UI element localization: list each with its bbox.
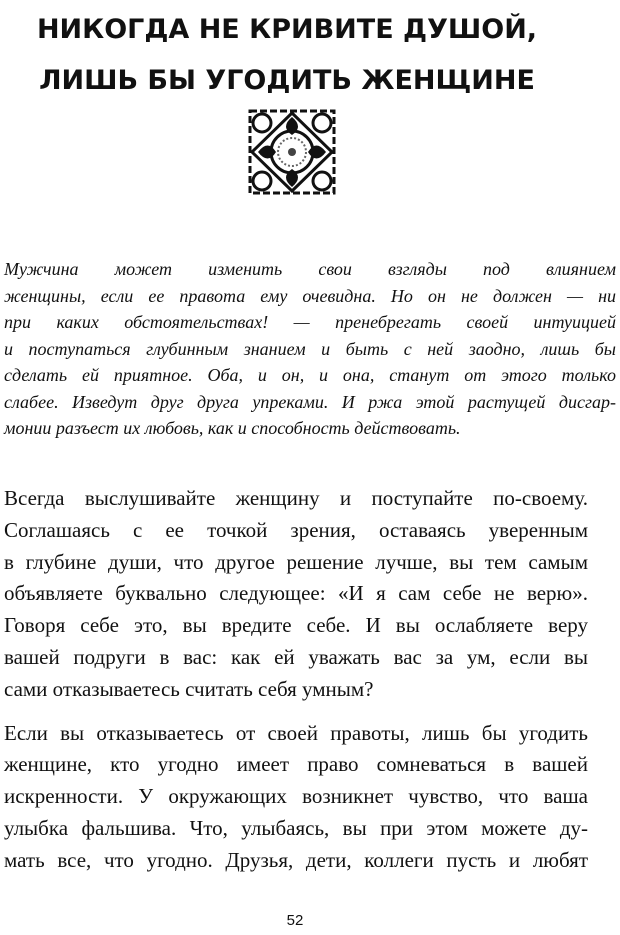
text-line: Соглашаясь с ее точкой зрения, оставаясь уверенным xyxy=(4,517,588,542)
chapter-title xyxy=(0,4,574,106)
paragraph xyxy=(4,718,588,877)
text-line: сами отказываетесь считать себя умным? xyxy=(4,676,374,701)
epigraph xyxy=(4,256,616,442)
epigraph-line: женщины, если ее правота ему очевидна. Но он не должен — ни xyxy=(4,285,616,306)
text-line: мать все, что угодно. Друзья, дети, коллеги пусть и любят xyxy=(4,847,588,872)
epigraph-line: при каких обстоятельствах! — пренебрегать своей интуицией xyxy=(4,312,616,332)
text-line: объявляете буквально следующее: «И я сам себе не верю». xyxy=(4,581,588,606)
text-line: искренности. У окружающих возникнет чувство, что ваша xyxy=(4,784,588,809)
body-text xyxy=(4,483,588,877)
text-line: Всегда выслушивайте женщину и поступайте по-своему. xyxy=(4,486,588,510)
text-line: Если вы отказываетесь от своей правоты, лишь бы угодить xyxy=(4,720,588,745)
text-line: улыбка фальшива. Что, улыбаясь, вы при этом можете ду- xyxy=(4,815,588,840)
ornament-icon xyxy=(246,107,338,197)
text-line: вашей подруги в вас: как ей уважать вас за ум, если вы xyxy=(4,644,588,669)
text-line: Говоря себе это, вы вредите себе. И вы ослабляете веру xyxy=(4,613,588,638)
title-line: НИКОГДА НЕ КРИВИТЕ ДУШОЙ, xyxy=(36,14,538,45)
epigraph-line: и поступаться глубинным знанием и быть с ней заодно, лишь бы xyxy=(4,338,616,359)
title-line: ЛИШЬ БЫ УГОДИТЬ ЖЕНЩИНЕ xyxy=(39,65,535,96)
text-line: женщине, кто угодно имеет право сомневаться в вашей xyxy=(4,752,588,777)
epigraph-line: сделать ей приятное. Оба, и он, и она, станут от этого только xyxy=(4,365,616,385)
page-number: 52 xyxy=(286,912,304,929)
epigraph-line: Мужчина может изменить свои взгляды под влиянием xyxy=(4,259,616,279)
paragraph xyxy=(4,483,588,706)
text-line: в глубине души, что другое решение лучше, вы тем самым xyxy=(4,549,588,574)
epigraph-line: монии разъест их любовь, как и способность действовать. xyxy=(4,418,461,438)
epigraph-line: слабее. Изведут друг друга упреками. И ржа этой растущей дисгар- xyxy=(4,391,616,412)
